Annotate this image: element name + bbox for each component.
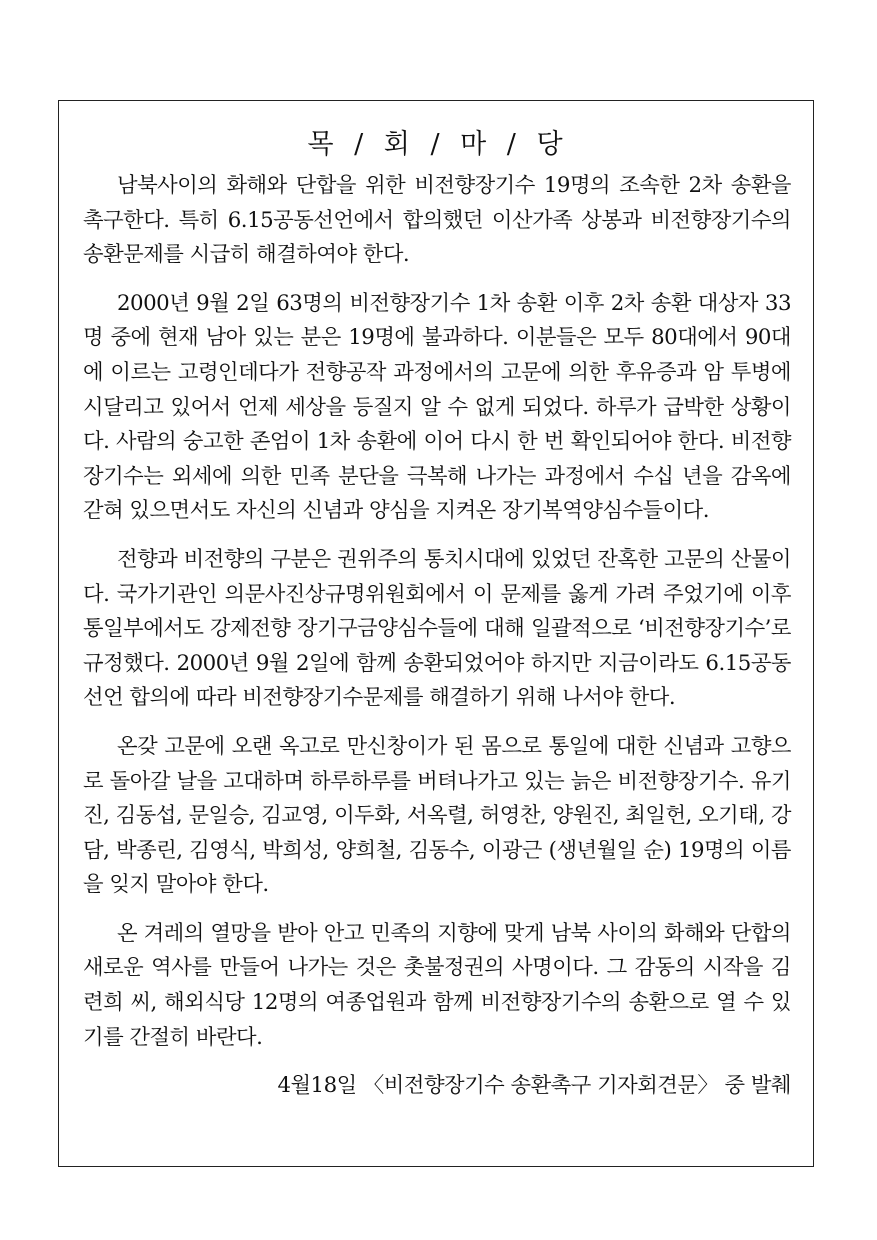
source-citation: 4월18일 〈비전향장기수 송환촉구 기자회견문〉 중 발췌 [277, 1073, 791, 1099]
article-title: 목 / 회 / 마 / 당 [307, 129, 565, 160]
article-box [58, 100, 814, 1167]
paragraph-4: 온갖 고문에 오랜 옥고로 만신창이가 된 몸으로 통일에 대한 신념과 고향으로 돌아갈 날을 고대하며 하루하루를 버텨나가고 있는 늙은 비전향장기수. 유기진, 김동섭, 문일승, 김교영, 이두화, 서옥렬, 허영찬, 양원진, 최일헌, 오기태, 강담, 박종린, 김영식, 박희성, 양희철, 김동수, 이광근 (생년월일 순) 19명의 이름을 잊지 말아야 한다. [83, 733, 791, 898]
article-body [83, 169, 791, 1104]
paragraph-2: 2000년 9월 2일 63명의 비전향장기수 1차 송환 이후 2차 송환 대상자 33명 중에 현재 남아 있는 분은 19명에 불과하다. 이분들은 모두 80대에서 90대에 이르는 고령인데다가 전향공작 과정에서의 고문에 의한 후유증과 암 투병에 시달리고 있어서 언제 세상을 등질지 알 수 없게 되었다. 하루가 급박한 상황이다. 사람의 숭고한 존엄이 1차 송환에 이어 다시 한 번 확인되어야 한다. 비전향장기수는 외세에 의한 민족 분단을 극복해 나가는 과정에서 수십 년을 감옥에 갇혀 있으면서도 자신의 신념과 양심을 지켜온 장기복역양심수들이다. [83, 290, 791, 524]
paragraph-3: 전향과 비전향의 구분은 권위주의 통치시대에 있었던 잔혹한 고문의 산물이다. 국가기관인 의문사진상규명위원회에서 이 문제를 옳게 가려 주었기에 이후 통일부에서도 강제전향 장기구금양심수들에 대해 일괄적으로 ‘비전향장기수’로 규정했다. 2000년 9월 2일에 함께 송환되었어야 하지만 지금이라도 6.15공동선언 합의에 따라 비전향장기수문제를 해결하기 위해 나서야 한다. [83, 546, 791, 711]
paragraph-1: 남북사이의 화해와 단합을 위한 비전향장기수 19명의 조속한 2차 송환을 촉구한다. 특히 6.15공동선언에서 합의했던 이산가족 상봉과 비전향장기수의 송환문제를 시급히 해결하여야 한다. [83, 173, 791, 268]
paragraph-5: 온 겨레의 열망을 받아 안고 민족의 지향에 맞게 남북 사이의 화해와 단합의 새로운 역사를 만들어 나가는 것은 촛불정권의 사명이다. 그 감동의 시작을 김련희 씨, 해외식당 12명의 여종업원과 함께 비전향장기수의 송환으로 열 수 있기를 간절히 바란다. [83, 920, 791, 1050]
